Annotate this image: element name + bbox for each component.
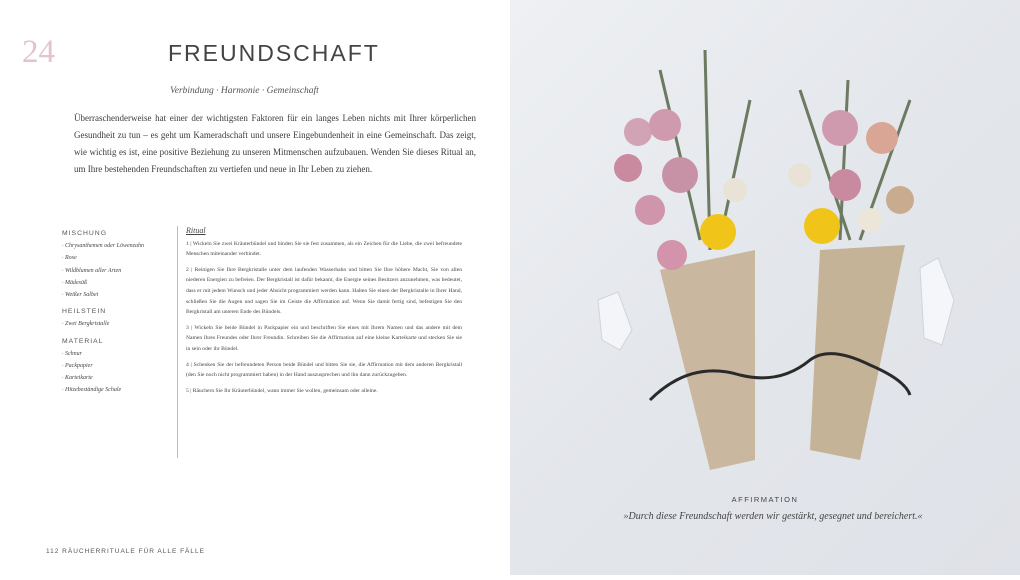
paper-cone-left <box>660 250 755 470</box>
ritual-step: 5 | Räuchern Sie Ihr Kräuterbündel, wann immer Sie wollen, gemeinsam oder alleine. <box>186 387 378 394</box>
page-footer: 112 RÄUCHERRITUALE FÜR ALLE FÄLLE <box>46 548 205 555</box>
flower-bundles-photo <box>510 0 1020 575</box>
heilstein-heading: HEILSTEIN <box>62 308 107 316</box>
material-heading: MATERIAL <box>62 337 104 345</box>
intro-paragraph: Überraschenderweise hat einer der wichtigsten Faktoren für ein langes Leben nichts mit Ihrer körperlichen Gesundheit zu tun – es geht um Kameradschaft und unsere Eingebundenheit in eine Gemeinschaft. Das zeigt, wie wichtig es ist, eine positive Beziehung zu unseren Mitmenschen aufzubauen. Wenden Sie dieses Ritual an, um Ihre bestehenden Freundschaften zu vertiefen und neue in Ihr Leben zu ziehen. <box>74 113 476 174</box>
ritual-step: 2 | Reinigen Sie Ihre Bergkristalle unter dem laufenden Wasserhahn und bitten Sie Ihre höhere Macht, Sie von allen niederen Energien zu befreien. Der Bergkristall ist dafür bekannt, die Energie seines Besitzers anzunehmen, was bedeutet, dass er mit jedem Wunsch und jeder Absicht programmiert werden kann. Halten Sie einen der Bergkristalle in Ihrer Hand, schließen Sie die Augen und sagen Sie im Geiste die Affirmation auf. Wenn Sie damit fertig sind, befestigen Sie den Bergkristall am unteren Ende des Bündels. <box>186 266 462 316</box>
left-page <box>0 0 510 575</box>
list-item: · Schnur <box>62 350 82 357</box>
ingredients-sidebar <box>62 228 180 397</box>
list-item: · Mädesüß <box>62 279 87 286</box>
list-item: · Rose <box>62 255 77 262</box>
ritual-step: 3 | Wickeln Sie beide Bündel in Packpapier ein und beschriften Sie eines mit Ihrem Namen und das andere mit dem Namen Ihres Freundes oder Ihrer Freundin. Schreiben Sie die Affirmation auf eine kleine Karteikarte und stecken Sie sie in sein oder ihr Bündel. <box>186 324 462 352</box>
affirmation-heading: AFFIRMATION <box>731 495 799 504</box>
page-title: FREUNDSCHAFT <box>168 40 380 66</box>
keywords: Verbindung · Harmonie · Gemeinschaft <box>170 86 319 96</box>
list-item: · Zwei Bergkristalle <box>62 321 110 328</box>
list-item: · Wildblumen aller Arten <box>62 267 122 274</box>
photo-illustration <box>510 0 1020 575</box>
list-item: · Karteikarte <box>62 375 93 382</box>
paper-cone-right <box>810 245 905 460</box>
column-divider <box>177 226 178 458</box>
list-item: · Hitzebeständige Schale <box>62 387 122 394</box>
ritual-step: 1 | Wickeln Sie zwei Kräuterbündel und binden Sie sie fest zusammen, als ein Zeichen für die Liebe, die zwei befreundete Menschen miteinander verbindet. <box>186 240 462 258</box>
list-item: · Chrysanthemen oder Löwenzahn <box>62 243 144 250</box>
list-item: · Weißer Salbei <box>62 292 99 299</box>
chapter-number: 24 <box>22 34 55 70</box>
ritual-heading: Ritual <box>186 226 206 235</box>
crystal-right <box>920 258 954 345</box>
crystal-left <box>598 292 632 350</box>
flowers-right <box>788 110 914 244</box>
ritual-section <box>186 226 462 401</box>
mischung-heading: MISCHUNG <box>62 230 108 237</box>
list-item: · Packpapier <box>62 363 93 370</box>
flowers-left <box>614 109 747 270</box>
ritual-step: 4 | Schenken Sie der befreundeten Person beide Bündel und bitten Sie sie, die Affirmation mit dem anderen Bergkristall (den Sie noch nicht programmiert haben) in der Hand auszusprechen und ihn dann zurückzugeben. <box>186 361 462 379</box>
affirmation-quote: »Durch diese Freundschaft werden wir gestärkt, gesegnet und bereichert.« <box>623 511 923 522</box>
